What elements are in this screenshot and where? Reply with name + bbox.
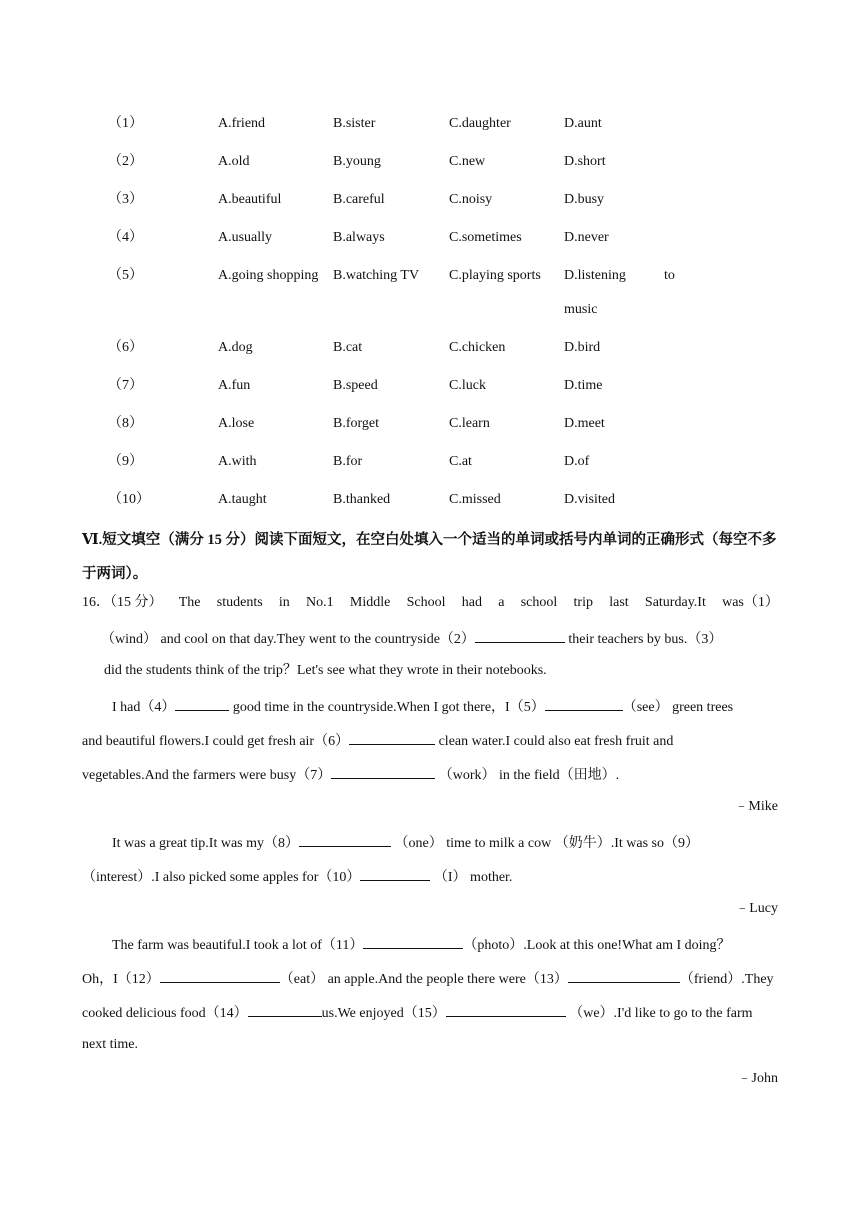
option-a: A.friend — [218, 116, 266, 131]
blank-10[interactable] — [360, 865, 430, 881]
option-row — [0, 452, 860, 472]
blank-2[interactable] — [475, 627, 565, 643]
passage-text: their teachers by bus.（3） — [564, 632, 723, 647]
passage-text: good time in the countryside.When I got there，I（5） — [229, 700, 545, 715]
option-c: C.chicken — [449, 340, 506, 355]
option-c: C.new — [449, 154, 486, 169]
option-b: B.thanked — [333, 492, 391, 507]
passage-word: a — [498, 595, 505, 610]
passage-word: last — [609, 595, 629, 610]
option-d: D.bird — [564, 340, 601, 355]
passage-word: trip — [573, 595, 593, 610]
option-number: （1） — [108, 116, 143, 131]
option-number: （4） — [108, 230, 143, 245]
option-number: （9） — [108, 454, 143, 469]
blank-8[interactable] — [299, 831, 391, 847]
option-row — [0, 266, 860, 286]
passage-text: （photo）.Look at this one!What am I doing？ — [463, 938, 731, 953]
passage-line-2 — [101, 627, 779, 647]
option-row — [0, 228, 860, 248]
option-number: （8） — [108, 416, 143, 431]
option-b: B.careful — [333, 192, 385, 207]
passage-line-3: did the students think of the trip？Let's see what they wrote in their notebooks. — [104, 663, 547, 678]
passage-text: （work） in the field（田地）. — [435, 768, 620, 783]
option-number: （5） — [108, 268, 143, 283]
passage-line-4 — [112, 695, 779, 715]
option-d: D.of — [564, 454, 590, 469]
option-row — [0, 114, 860, 134]
passage-word: students — [216, 595, 263, 610]
passage-word: had — [461, 595, 482, 610]
signature-john: ﹣John — [737, 1071, 778, 1086]
option-b: B.young — [333, 154, 381, 169]
passage-word: Middle — [349, 595, 391, 610]
option-d: D.visited — [564, 492, 615, 507]
passage-text: （eat） an apple.And the people there were（13） — [279, 972, 568, 987]
blank-6[interactable] — [349, 729, 435, 745]
option-a: A.taught — [218, 492, 267, 507]
option-b: B.forget — [333, 416, 380, 431]
option-d: D.short — [564, 154, 606, 169]
option-row — [0, 376, 860, 396]
option-d: D.busy — [564, 192, 605, 207]
passage-word: Saturday.It — [644, 595, 706, 610]
option-b: B.sister — [333, 116, 376, 131]
option-d: D.aunt — [564, 116, 602, 131]
passage-word: in — [278, 595, 290, 610]
passage-line-5 — [82, 729, 779, 749]
blank-4[interactable] — [175, 695, 229, 711]
passage-word: School — [406, 595, 446, 610]
blank-12[interactable] — [160, 967, 280, 983]
option-number: （10） — [108, 492, 150, 507]
passage-text: （wind） and cool on that day.They went to the countryside（2） — [101, 632, 475, 647]
passage-text: （I） mother. — [430, 870, 513, 885]
passage-text: （friend）.They — [679, 972, 774, 987]
passage-line-6 — [82, 763, 779, 783]
option-b: B.speed — [333, 378, 378, 393]
passage-text: The farm was beautiful.I took a lot of（11） — [112, 938, 364, 953]
option-b: B.for — [333, 454, 363, 469]
passage-line-9 — [112, 933, 779, 953]
option-5-d-continuation: music — [564, 302, 598, 317]
passage-line-8 — [82, 865, 779, 885]
section-6-heading: Ⅵ.短文填空（满分 15 分）阅读下面短文，在空白处填入一个适当的单词或括号内单词的正确形式（每空不多于两词）。 — [82, 532, 777, 582]
option-c: C.sometimes — [449, 230, 522, 245]
option-c: C.at — [449, 454, 472, 469]
blank-13[interactable] — [568, 967, 680, 983]
passage-line-7 — [112, 831, 779, 851]
passage-text: vegetables.And the farmers were busy（7） — [82, 768, 332, 783]
passage-text: and beautiful flowers.I could get fresh air（6） — [82, 734, 350, 749]
passage-text: I had（4） — [112, 700, 176, 715]
option-c: C.luck — [449, 378, 486, 393]
option-a: A.usually — [218, 230, 273, 245]
passage-text: （one） time to milk a cow （奶牛）.It was so（9） — [391, 836, 699, 851]
option-d: D.never — [564, 230, 609, 245]
question-16-number: 16．（15 分） — [82, 595, 163, 610]
passage-word: was（1） — [722, 595, 779, 610]
blank-15[interactable] — [446, 1001, 566, 1017]
option-number: （6） — [108, 340, 143, 355]
passage-line-11 — [82, 1001, 779, 1021]
option-row — [0, 414, 860, 434]
option-number: （7） — [108, 378, 143, 393]
passage-word: The — [178, 595, 201, 610]
blank-14[interactable] — [248, 1001, 322, 1017]
option-b: B.watching TV — [333, 268, 420, 283]
passage-line-12: next time. — [82, 1037, 138, 1052]
option-a: A.dog — [218, 340, 253, 355]
passage-text: us.We enjoyed（15） — [321, 1006, 446, 1021]
option-c: C.learn — [449, 416, 490, 431]
passage-text: （interest）.I also picked some apples for（10） — [82, 870, 361, 885]
passage-text: clean water.I could also eat fresh fruit and — [435, 734, 674, 749]
option-row — [0, 190, 860, 210]
option-c: C.missed — [449, 492, 501, 507]
signature-mike: ﹣Mike — [734, 799, 778, 814]
option-a: A.beautiful — [218, 192, 282, 207]
option-c: C.daughter — [449, 116, 511, 131]
passage-text: It was a great tip.It was my（8） — [112, 836, 300, 851]
blank-5[interactable] — [545, 695, 623, 711]
blank-7[interactable] — [331, 763, 435, 779]
passage-word: No.1 — [306, 595, 334, 610]
option-d: D.listening — [564, 268, 626, 283]
passage-text: （we）.I'd like to go to the farm — [565, 1006, 753, 1021]
passage-line-10 — [82, 967, 779, 987]
option-row — [0, 152, 860, 172]
option-a: A.fun — [218, 378, 251, 393]
blank-11[interactable] — [363, 933, 463, 949]
passage-word: school — [520, 595, 558, 610]
option-d: D.time — [564, 378, 603, 393]
option-a: A.going shopping — [218, 268, 319, 283]
option-row — [0, 490, 860, 510]
option-c: C.playing sports — [449, 268, 541, 283]
option-b: B.always — [333, 230, 385, 245]
passage-text: Oh，I（12） — [82, 972, 160, 987]
option-c: C.noisy — [449, 192, 493, 207]
passage-text: （see） green trees — [622, 700, 734, 715]
option-number: （3） — [108, 192, 143, 207]
passage-text: cooked delicious food（14） — [82, 1006, 248, 1021]
option-d: D.meet — [564, 416, 605, 431]
option-row — [0, 338, 860, 358]
option-a: A.lose — [218, 416, 255, 431]
option-a: A.old — [218, 154, 250, 169]
signature-lucy: ﹣Lucy — [735, 901, 778, 916]
option-d-extra: to — [664, 268, 675, 283]
option-b: B.cat — [333, 340, 363, 355]
question-16-line-1 — [82, 593, 779, 613]
option-number: （2） — [108, 154, 143, 169]
option-a: A.with — [218, 454, 257, 469]
